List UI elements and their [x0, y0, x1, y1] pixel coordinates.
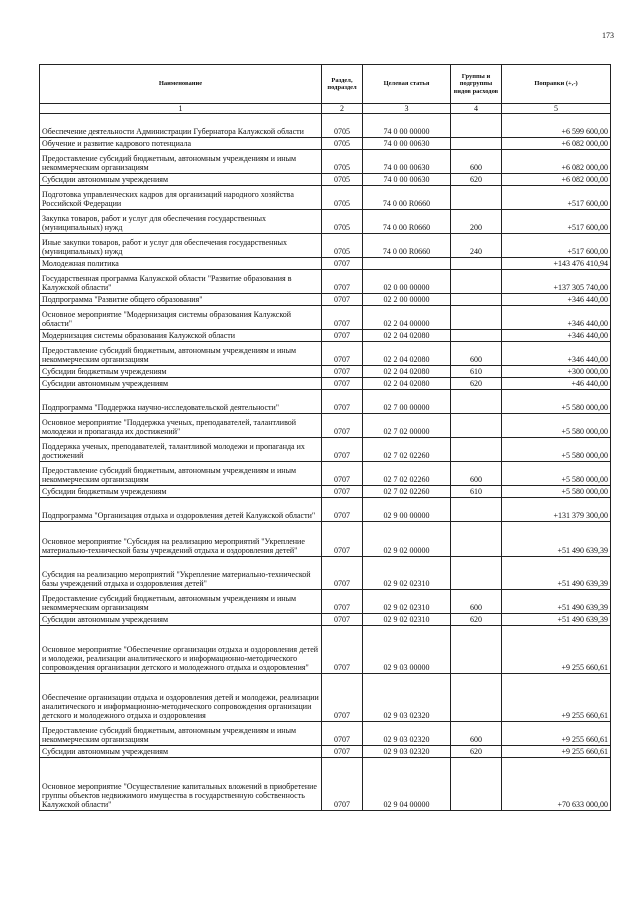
row-target-article: 02 2 00 00000: [363, 294, 451, 306]
row-target-article: 02 2 04 00000: [363, 306, 451, 330]
row-name: Подпрограмма "Развитие общего образования": [40, 294, 322, 306]
row-target-article: 74 0 00 00630: [363, 138, 451, 150]
row-expense-group: 620: [451, 614, 502, 626]
row-section: 0707: [322, 486, 363, 498]
row-name: Основное мероприятие "Субсидия на реализацию мероприятий "Укрепление материально-технической базы учреждений отдыха и оздоровления детей": [40, 522, 322, 557]
row-name: Субсидии автономным учреждениям: [40, 614, 322, 626]
row-name: Обеспечение организации отдыха и оздоровления детей и молодежи, реализации аналитического и информационно-методического сопровождения организации детского и молодежного отдыха и оздоровления: [40, 674, 322, 722]
table-row: [40, 746, 611, 758]
row-amendment-amount: +5 580 000,00: [502, 438, 611, 462]
row-section: 0707: [322, 557, 363, 590]
table-row: [40, 674, 611, 722]
row-target-article: 74 0 00 00000: [363, 114, 451, 138]
row-target-article: 02 9 03 02320: [363, 674, 451, 722]
row-target-article: 02 7 02 02260: [363, 438, 451, 462]
row-expense-group: 240: [451, 234, 502, 258]
row-amendment-amount: +131 379 300,00: [502, 498, 611, 522]
row-section: 0707: [322, 462, 363, 486]
table-row: [40, 626, 611, 674]
table-row: [40, 414, 611, 438]
row-section: 0705: [322, 174, 363, 186]
row-target-article: 02 9 02 02310: [363, 614, 451, 626]
row-section: 0705: [322, 210, 363, 234]
row-amendment-amount: +9 255 660,61: [502, 746, 611, 758]
row-expense-group: [451, 758, 502, 811]
row-target-article: 74 0 00 R0660: [363, 210, 451, 234]
row-amendment-amount: +51 490 639,39: [502, 557, 611, 590]
table-header-row: [40, 65, 611, 104]
row-amendment-amount: +51 490 639,39: [502, 590, 611, 614]
row-section: 0707: [322, 378, 363, 390]
row-amendment-amount: +51 490 639,39: [502, 614, 611, 626]
row-name: Закупка товаров, работ и услуг для обеспечения государственных (муниципальных) нужд: [40, 210, 322, 234]
row-name: Субсидия на реализацию мероприятий "Укрепление материально-технической базы учреждений отдыха и оздоровления детей": [40, 557, 322, 590]
row-amendment-amount: +517 600,00: [502, 234, 611, 258]
row-section: 0707: [322, 498, 363, 522]
row-name: Основное мероприятие "Осуществление капитальных вложений в приобретение группы объектов недвижимого имущества в государственную собственность Калужской области": [40, 758, 322, 811]
table-row: [40, 366, 611, 378]
row-name: Основное мероприятие "Обеспечение организации отдыха и оздоровления детей и молодежи, реализации аналитического и информационно-методического сопровождения организации детского и молодежного отдыха и оздоровления": [40, 626, 322, 674]
row-expense-group: 200: [451, 210, 502, 234]
row-amendment-amount: +6 082 000,00: [502, 174, 611, 186]
budget-amendments-table: [39, 64, 611, 811]
row-expense-group: [451, 438, 502, 462]
column-number: 2: [322, 104, 363, 114]
table-row: [40, 378, 611, 390]
row-section: 0707: [322, 722, 363, 746]
row-expense-group: 600: [451, 722, 502, 746]
row-section: 0707: [322, 590, 363, 614]
row-amendment-amount: +9 255 660,61: [502, 722, 611, 746]
header-section: Раздел, подраздел: [322, 65, 363, 104]
row-expense-group: 620: [451, 746, 502, 758]
row-expense-group: [451, 330, 502, 342]
row-section: 0705: [322, 114, 363, 138]
row-target-article: 02 2 04 02080: [363, 378, 451, 390]
table-row: [40, 462, 611, 486]
row-name: Субсидии автономным учреждениям: [40, 378, 322, 390]
row-expense-group: [451, 390, 502, 414]
row-name: Предоставление субсидий бюджетным, автономным учреждениям и иным некоммерческим организациям: [40, 462, 322, 486]
row-section: 0707: [322, 674, 363, 722]
row-target-article: 02 9 03 02320: [363, 722, 451, 746]
row-target-article: 02 2 04 02080: [363, 330, 451, 342]
row-amendment-amount: +70 633 000,00: [502, 758, 611, 811]
row-expense-group: 620: [451, 174, 502, 186]
row-expense-group: 620: [451, 378, 502, 390]
row-section: 0707: [322, 414, 363, 438]
row-expense-group: [451, 306, 502, 330]
column-number: 5: [502, 104, 611, 114]
row-target-article: 02 2 04 02080: [363, 366, 451, 378]
row-amendment-amount: +5 580 000,00: [502, 462, 611, 486]
row-amendment-amount: +346 440,00: [502, 330, 611, 342]
row-expense-group: [451, 626, 502, 674]
row-target-article: 74 0 00 R0660: [363, 234, 451, 258]
row-expense-group: [451, 557, 502, 590]
row-target-article: 02 9 02 02310: [363, 557, 451, 590]
row-section: 0707: [322, 438, 363, 462]
table-row: [40, 722, 611, 746]
table-row: [40, 186, 611, 210]
row-amendment-amount: +51 490 639,39: [502, 522, 611, 557]
row-section: 0707: [322, 758, 363, 811]
table-row: [40, 174, 611, 186]
row-target-article: 02 9 03 02320: [363, 746, 451, 758]
row-section: 0705: [322, 150, 363, 174]
table-row: [40, 330, 611, 342]
row-amendment-amount: +5 580 000,00: [502, 390, 611, 414]
row-expense-group: [451, 186, 502, 210]
row-section: 0707: [322, 366, 363, 378]
page-number: 173: [602, 31, 614, 40]
header-name: Наименование: [40, 65, 322, 104]
row-section: 0707: [322, 294, 363, 306]
row-expense-group: [451, 498, 502, 522]
row-amendment-amount: +300 000,00: [502, 366, 611, 378]
row-expense-group: 600: [451, 590, 502, 614]
row-name: Предоставление субсидий бюджетным, автономным учреждениям и иным некоммерческим организациям: [40, 722, 322, 746]
table-row: [40, 342, 611, 366]
row-expense-group: [451, 270, 502, 294]
row-expense-group: [451, 114, 502, 138]
row-target-article: 02 2 04 02080: [363, 342, 451, 366]
table-row: [40, 758, 611, 811]
row-amendment-amount: +517 600,00: [502, 210, 611, 234]
row-amendment-amount: +346 440,00: [502, 294, 611, 306]
table-row: [40, 522, 611, 557]
table-row: [40, 258, 611, 270]
row-expense-group: [451, 522, 502, 557]
row-section: 0707: [322, 330, 363, 342]
table-row: [40, 150, 611, 174]
row-name: Обучение и развитие кадрового потенциала: [40, 138, 322, 150]
table-row: [40, 210, 611, 234]
row-name: Государственная программа Калужской области "Развитие образования в Калужской области": [40, 270, 322, 294]
row-target-article: 02 9 02 02310: [363, 590, 451, 614]
row-name: Обеспечение деятельности Администрации Губернатора Калужской области: [40, 114, 322, 138]
row-section: 0707: [322, 746, 363, 758]
row-target-article: 02 7 02 02260: [363, 462, 451, 486]
column-number: 3: [363, 104, 451, 114]
column-number-row: [40, 104, 611, 114]
row-section: 0707: [322, 270, 363, 294]
row-expense-group: 600: [451, 342, 502, 366]
row-target-article: 02 7 02 00000: [363, 414, 451, 438]
row-amendment-amount: +9 255 660,61: [502, 674, 611, 722]
row-target-article: 02 9 03 00000: [363, 626, 451, 674]
table-row: [40, 270, 611, 294]
row-amendment-amount: +6 082 000,00: [502, 138, 611, 150]
row-name: Субсидии автономным учреждениям: [40, 746, 322, 758]
header-target-article: Целевая статья: [363, 65, 451, 104]
row-target-article: 02 9 00 00000: [363, 498, 451, 522]
row-name: Иные закупки товаров, работ и услуг для обеспечения государственных (муниципальных) нужд: [40, 234, 322, 258]
table-row: [40, 114, 611, 138]
row-amendment-amount: +6 082 000,00: [502, 150, 611, 174]
row-name: Подготовка управленческих кадров для организаций народного хозяйства Российской Федерации: [40, 186, 322, 210]
table-row: [40, 138, 611, 150]
row-expense-group: [451, 414, 502, 438]
row-amendment-amount: +46 440,00: [502, 378, 611, 390]
row-expense-group: [451, 294, 502, 306]
row-section: 0707: [322, 306, 363, 330]
header-amendments: Поправки (+,-): [502, 65, 611, 104]
row-name: Предоставление субсидий бюджетным, автономным учреждениям и иным некоммерческим организациям: [40, 590, 322, 614]
row-target-article: [363, 258, 451, 270]
row-name: Предоставление субсидий бюджетным, автономным учреждениям и иным некоммерческим организациям: [40, 342, 322, 366]
table-body: [40, 114, 611, 811]
table-row: [40, 294, 611, 306]
row-expense-group: [451, 138, 502, 150]
row-name: Основное мероприятие "Поддержка ученых, преподавателей, талантливой молодежи и пропаганда их достижений": [40, 414, 322, 438]
row-section: 0705: [322, 234, 363, 258]
row-target-article: 02 9 04 00000: [363, 758, 451, 811]
table-row: [40, 306, 611, 330]
row-expense-group: 600: [451, 150, 502, 174]
row-name: Предоставление субсидий бюджетным, автономным учреждениям и иным некоммерческим организациям: [40, 150, 322, 174]
row-section: 0707: [322, 522, 363, 557]
column-number: 1: [40, 104, 322, 114]
row-amendment-amount: +346 440,00: [502, 306, 611, 330]
row-section: 0707: [322, 626, 363, 674]
row-amendment-amount: +6 599 600,00: [502, 114, 611, 138]
row-name: Субсидии бюджетным учреждениям: [40, 486, 322, 498]
row-amendment-amount: +9 255 660,61: [502, 626, 611, 674]
row-name: Субсидии бюджетным учреждениям: [40, 366, 322, 378]
row-expense-group: [451, 674, 502, 722]
row-expense-group: 610: [451, 486, 502, 498]
table-row: [40, 590, 611, 614]
row-target-article: 02 9 02 00000: [363, 522, 451, 557]
row-target-article: 02 0 00 00000: [363, 270, 451, 294]
table-row: [40, 390, 611, 414]
row-section: 0707: [322, 258, 363, 270]
row-name: Субсидии автономным учреждениям: [40, 174, 322, 186]
row-name: Подпрограмма "Организация отдыха и оздоровления детей Калужской области": [40, 498, 322, 522]
row-amendment-amount: +5 580 000,00: [502, 486, 611, 498]
row-target-article: 74 0 00 00630: [363, 174, 451, 186]
table-row: [40, 614, 611, 626]
row-name: Молодежная политика: [40, 258, 322, 270]
header-expense-groups: Группы и подгруппы видов расходов: [451, 65, 502, 104]
row-section: 0705: [322, 138, 363, 150]
column-number: 4: [451, 104, 502, 114]
row-target-article: 74 0 00 00630: [363, 150, 451, 174]
row-section: 0707: [322, 614, 363, 626]
row-name: Основное мероприятие "Модернизация системы образования Калужской области": [40, 306, 322, 330]
row-section: 0707: [322, 390, 363, 414]
row-target-article: 02 7 02 02260: [363, 486, 451, 498]
table-row: [40, 498, 611, 522]
row-expense-group: 610: [451, 366, 502, 378]
row-name: Модернизация системы образования Калужской области: [40, 330, 322, 342]
row-target-article: 74 0 00 R0660: [363, 186, 451, 210]
table-row: [40, 438, 611, 462]
row-amendment-amount: +346 440,00: [502, 342, 611, 366]
row-section: 0707: [322, 342, 363, 366]
table-row: [40, 234, 611, 258]
table-row: [40, 557, 611, 590]
row-target-article: 02 7 00 00000: [363, 390, 451, 414]
row-amendment-amount: +5 580 000,00: [502, 414, 611, 438]
row-amendment-amount: +137 305 740,00: [502, 270, 611, 294]
row-expense-group: 600: [451, 462, 502, 486]
table-row: [40, 486, 611, 498]
row-amendment-amount: +517 600,00: [502, 186, 611, 210]
row-section: 0705: [322, 186, 363, 210]
row-expense-group: [451, 258, 502, 270]
row-amendment-amount: +143 476 410,94: [502, 258, 611, 270]
row-name: Подпрограмма "Поддержка научно-исследовательской деятельности": [40, 390, 322, 414]
row-name: Поддержка ученых, преподавателей, талантливой молодежи и пропаганда их достижений: [40, 438, 322, 462]
